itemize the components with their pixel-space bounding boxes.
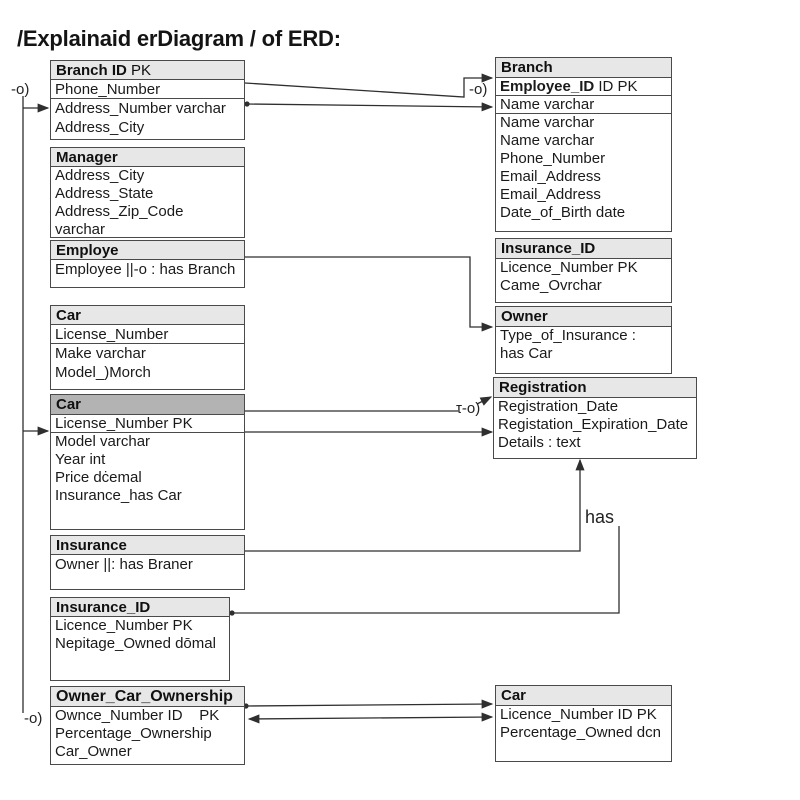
entity-title: Car <box>56 307 82 324</box>
connector-branch-to-branch-lower <box>247 104 492 107</box>
entity-row: Type_of_Insurance : <box>500 327 636 344</box>
connector-insuranceid-to-has <box>232 526 619 613</box>
entity-row: License_Number PK <box>51 415 244 433</box>
entity-row: Percentage_Ownership <box>55 725 212 742</box>
entity-insurance <box>50 535 245 590</box>
entity-row: Name varchar <box>500 132 595 149</box>
entity-header <box>496 239 671 259</box>
entity-insurance-id-left <box>50 597 230 681</box>
entity-header <box>496 307 671 327</box>
entity-row: Make varchar <box>55 345 146 362</box>
connector-oco-to-car-lower <box>249 717 492 719</box>
entity-row: Email_Address <box>500 186 601 203</box>
entity-row: Model_)Morch <box>55 364 151 381</box>
entity-row: Name varchar <box>496 96 671 114</box>
connector-employe-to-owner <box>245 257 492 327</box>
entity-row: Car_Owner <box>55 743 132 760</box>
entity-row: Address_State <box>55 185 154 202</box>
entity-row: varchar <box>55 221 106 238</box>
connector-junction-dot <box>244 101 249 106</box>
entity-row: Percentage_Owned dcn <box>500 724 661 741</box>
entity-header <box>51 395 244 415</box>
entity-registration <box>493 377 697 459</box>
entity-title: Registration <box>499 379 587 396</box>
entity-header <box>496 686 671 706</box>
entity-title: Insurance_ID <box>501 240 596 257</box>
entity-title: Insurance_ID <box>56 599 151 616</box>
entity-car-2 <box>50 394 245 530</box>
entity-row: Address_City <box>55 167 145 184</box>
connector-oco-to-car-upper <box>246 704 492 706</box>
cardinality-label-zero-or-one-registration: τ-o) <box>456 400 481 417</box>
entity-row: Address_Zip_Code <box>55 203 184 220</box>
entity-row: License_Number <box>51 325 244 344</box>
entity-row: has Car <box>500 345 553 362</box>
entity-title: Owner_Car_Ownership <box>56 688 233 705</box>
cardinality-label-zero-or-one-top-left: -o) <box>11 81 30 98</box>
entity-row: Licence_Number PK <box>500 259 638 276</box>
entity-header <box>51 598 229 617</box>
entity-header <box>494 378 696 398</box>
entity-title: Branch <box>501 59 553 76</box>
entity-title: Car <box>501 687 527 704</box>
entity-row: Date_of_Birth date <box>500 204 626 221</box>
entity-row: Insurance_has Car <box>55 487 182 504</box>
entity-header <box>496 58 671 78</box>
cardinality-label-zero-or-one-bottom-left: -o) <box>24 710 43 727</box>
entity-row: Ownce_Number ID PK <box>55 707 220 724</box>
entity-row: Licence_Number ID PK <box>500 706 657 723</box>
entity-row: Licence_Number PK <box>55 617 193 634</box>
connector-junction-dot <box>229 610 234 615</box>
entity-row: Came_Ovrchar <box>500 277 602 294</box>
entity-car-1 <box>50 305 245 390</box>
entity-row: Model varchar <box>55 433 151 450</box>
entity-car-right <box>495 685 672 762</box>
entity-insurance-id-right <box>495 238 672 303</box>
entity-title: Employe <box>56 242 119 259</box>
entity-row: Email_Address <box>500 168 601 185</box>
entity-manager <box>50 147 245 238</box>
cardinality-label-relationship-has: has <box>585 507 615 527</box>
cardinality-label-zero-or-one-branch: -o) <box>469 81 488 98</box>
entity-title: Branch ID <box>56 62 127 79</box>
entity-row: Address_City <box>55 119 145 136</box>
entity-title: Insurance <box>56 537 127 554</box>
entity-row: Phone_Number <box>500 150 606 167</box>
entity-branch-right <box>495 57 672 232</box>
entity-row: Name varchar <box>500 114 595 131</box>
entity-row: Employee_ID ID PK <box>496 78 671 96</box>
connector-insurance-to-registration <box>245 460 580 551</box>
entity-row: Details : text <box>498 434 581 451</box>
entity-row: Employee ||-o : has Branch <box>55 261 236 278</box>
entity-header <box>51 306 244 325</box>
entity-header <box>51 241 244 260</box>
entity-row: Year int <box>55 451 106 468</box>
entity-title: Owner <box>501 308 548 325</box>
entity-owner-right <box>495 306 672 374</box>
entity-row: Registation_Expiration_Date <box>498 416 689 433</box>
entity-title: Manager <box>56 149 118 166</box>
entity-row: Registration_Date <box>498 398 619 415</box>
entity-row: Address_Number varchar <box>55 100 226 117</box>
entity-header <box>51 536 244 555</box>
entity-header <box>51 687 244 707</box>
connector-branch-to-branch-upper <box>245 78 492 97</box>
entity-branch-id-pk <box>50 60 245 140</box>
entity-title-suffix: PK <box>126 62 152 79</box>
entity-row: Price dċemal <box>55 469 142 486</box>
entity-row: Owner ||: has Braner <box>55 556 193 573</box>
entity-header <box>51 61 244 80</box>
entity-header <box>51 148 244 167</box>
diagram-title: /Explainaid erDiagram / of ERD: <box>17 26 341 51</box>
entity-owner-car-ownership <box>50 686 245 765</box>
entity-title: Car <box>56 396 82 413</box>
entity-row: Phone_Number <box>51 80 244 99</box>
entity-row: Nepitage_Owned dōmal <box>55 635 216 652</box>
entity-employe <box>50 240 245 288</box>
